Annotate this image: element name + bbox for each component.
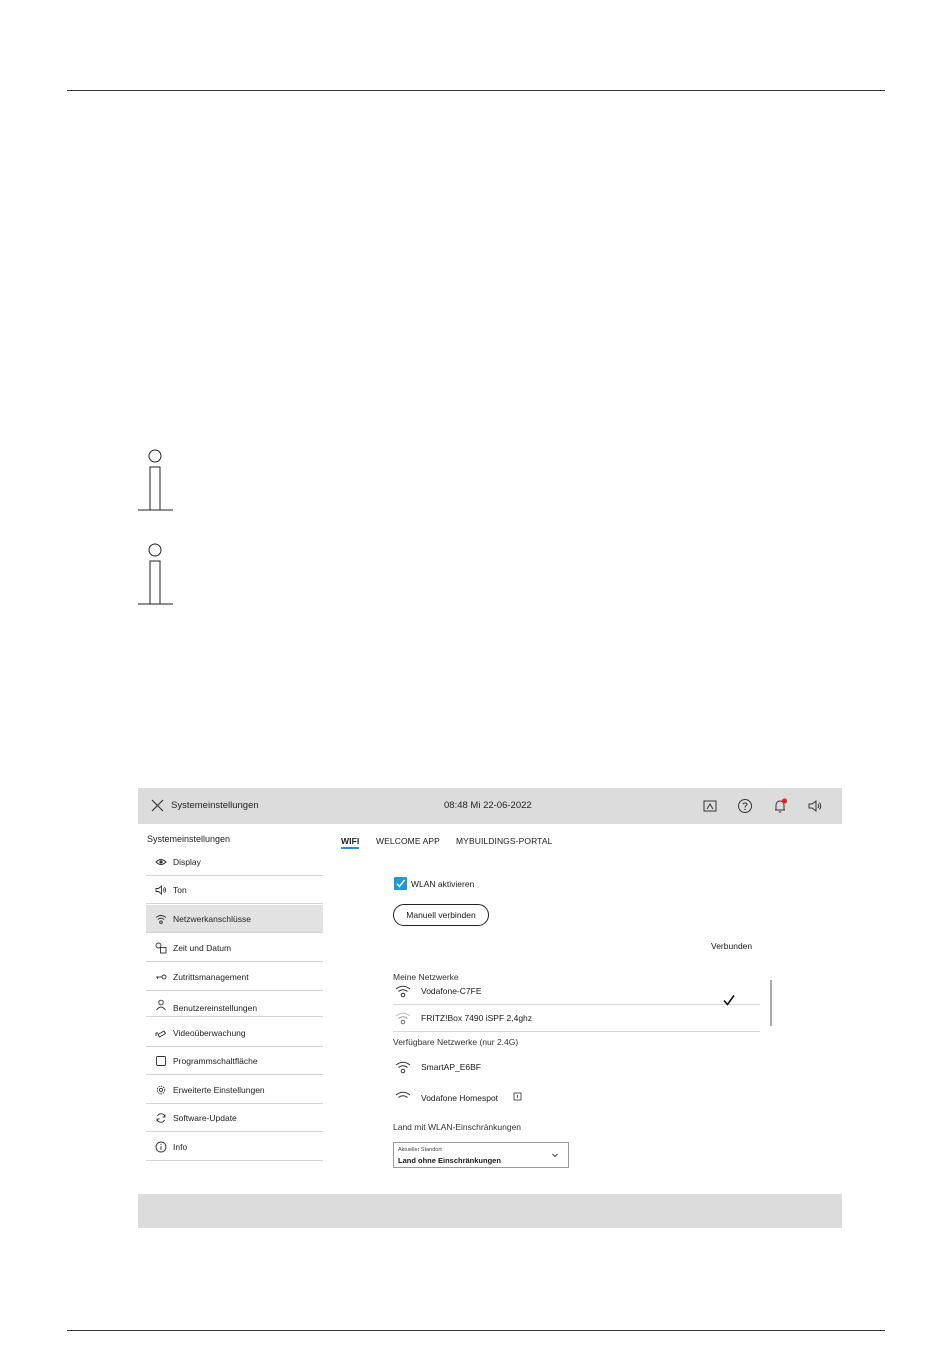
sidebar-item-label: Zutrittsmanagement xyxy=(173,972,249,982)
country-dropdown-value: Land ohne Einschränkungen xyxy=(398,1156,501,1165)
top-bar xyxy=(138,788,842,824)
speaker-icon xyxy=(155,884,167,896)
sidebar-item-info[interactable] xyxy=(146,1133,323,1161)
sidebar-item-label: Programmschaltfläche xyxy=(173,1056,258,1066)
active-tab-indicator xyxy=(341,847,359,849)
sidebar-item-label: Software-Update xyxy=(173,1113,237,1123)
network-list[interactable] xyxy=(138,978,842,1108)
eye-icon xyxy=(155,856,167,868)
settings-screen xyxy=(138,788,842,1228)
country-dropdown[interactable] xyxy=(393,1142,569,1168)
sidebar-item-display[interactable] xyxy=(146,848,323,876)
wifi-strong-icon xyxy=(395,1090,411,1104)
network-list-scrollbar[interactable] xyxy=(770,980,772,1026)
clock: 08:48 Mi 22-06-2022 xyxy=(444,800,532,811)
check-icon xyxy=(394,877,407,890)
tab-welcome-app[interactable]: WELCOME APP xyxy=(376,836,440,846)
sidebar-item-zeit-und-datum[interactable] xyxy=(146,934,323,962)
speaker-icon[interactable] xyxy=(807,798,823,814)
bottom-bar xyxy=(138,1194,842,1228)
wifi-weak-icon xyxy=(395,1011,411,1025)
connected-check-icon xyxy=(722,993,736,1007)
sidebar-item-label: Zeit und Datum xyxy=(173,943,232,953)
sidebar-item-software-update[interactable] xyxy=(146,1104,323,1132)
bell-icon[interactable] xyxy=(772,798,788,814)
sidebar-item-label: Videoüberwachung xyxy=(173,1028,246,1038)
info-icon xyxy=(155,1141,167,1153)
network-name: Vodafone-C7FE xyxy=(421,986,482,996)
close-icon[interactable] xyxy=(151,799,164,812)
available-networks-label: Verfügbare Netzwerke (nur 2.4G) xyxy=(393,1037,519,1047)
network-name: Vodafone Homespot xyxy=(421,1093,499,1103)
wifi-strong-icon xyxy=(395,1060,411,1074)
my-networks-label: Meine Netzwerke xyxy=(393,972,459,982)
tab-wifi[interactable]: WIFI xyxy=(341,836,360,846)
network-row[interactable] xyxy=(393,1054,760,1081)
monitor-icon[interactable] xyxy=(702,798,718,814)
sidebar-item-netzwerkanschluesse[interactable] xyxy=(146,905,323,933)
wifi-strong-icon xyxy=(395,984,411,998)
wlan-checkbox[interactable] xyxy=(394,877,407,890)
wlan-checkbox-label: WLAN aktivieren xyxy=(411,879,475,889)
screen-title: Systemeinstellungen xyxy=(171,800,259,811)
network-row[interactable] xyxy=(393,1005,760,1032)
manual-connect-button[interactable]: Manuell verbinden xyxy=(393,904,489,926)
sidebar-item-ton[interactable] xyxy=(146,876,323,904)
country-dropdown-caption: Aktueller Standort xyxy=(398,1147,442,1153)
wifi-icon xyxy=(155,913,167,925)
sidebar-item-label: Info xyxy=(173,1142,188,1152)
sidebar-item-label: Netzwerkanschlüsse xyxy=(173,914,251,924)
lock-icon xyxy=(513,1092,522,1101)
refresh-icon xyxy=(155,1112,167,1124)
footer-rule xyxy=(67,1330,885,1331)
info-note-icon xyxy=(138,449,174,511)
tab-mybuildings-portal[interactable]: MYBUILDINGS-PORTAL xyxy=(456,836,553,846)
network-name: SmartAP_E6BF xyxy=(421,1062,481,1072)
chevron-down-icon xyxy=(551,1151,559,1159)
network-name: FRITZ!Box 7490 iSPF 2,4ghz xyxy=(421,1013,533,1023)
connection-status: Verbunden xyxy=(711,941,753,951)
sidebar-item-label: Benutzereinstellungen xyxy=(173,1003,258,1013)
sidebar-item-label: Ton xyxy=(173,885,187,895)
header-rule xyxy=(67,90,885,91)
network-row[interactable] xyxy=(393,1084,760,1106)
sidebar-heading: Systemeinstellungen xyxy=(147,834,231,844)
clock-icon xyxy=(155,942,167,954)
network-row[interactable] xyxy=(393,978,760,1005)
country-label: Land mit WLAN-Einschränkungen xyxy=(393,1122,522,1132)
sidebar-item-label: Erweiterte Einstellungen xyxy=(173,1085,265,1095)
help-icon[interactable] xyxy=(737,798,753,814)
info-note-icon xyxy=(138,543,174,605)
sidebar-item-label: Display xyxy=(173,857,201,867)
